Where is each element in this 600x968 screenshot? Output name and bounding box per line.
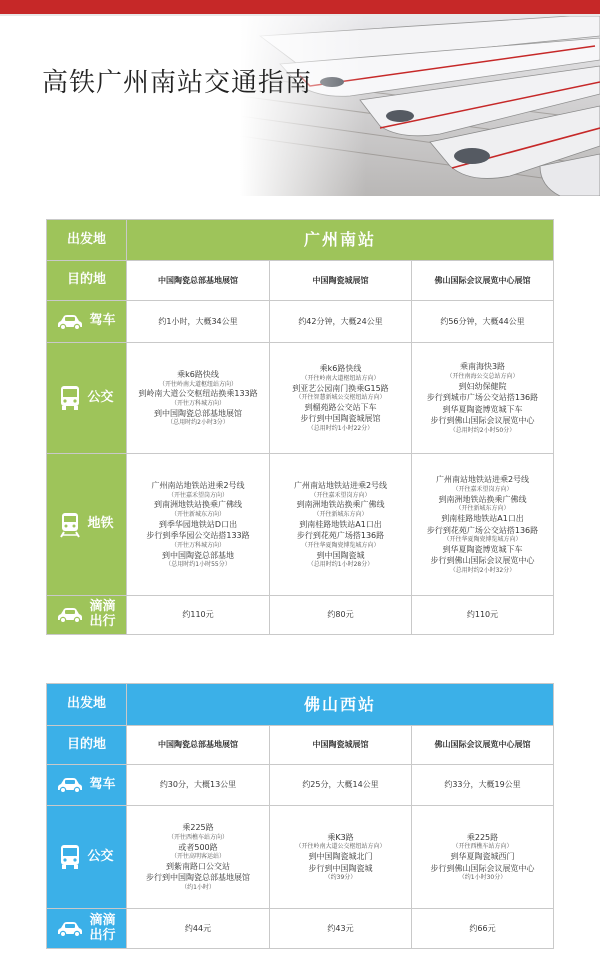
drive-label: 驾车 [89, 776, 116, 792]
didi-price-2: 约80元 [270, 596, 412, 635]
route-note: （开往西樵车站方向） [167, 833, 228, 841]
destination-3: 佛山国际会议展览中心展馆 [412, 261, 554, 301]
route-step: 步行到中国陶瓷总部基地展馆 [146, 873, 250, 883]
route-note: （总用时约2小时3分） [167, 419, 229, 427]
route-note: （约1小时30分） [458, 874, 507, 882]
car-icon [57, 776, 83, 794]
metro-route-3 [412, 454, 554, 596]
route-step: 广州南站地铁站进乘2号线 [151, 480, 245, 490]
route-step: 广州南站地铁站进乘2号线 [293, 480, 388, 490]
drive-info-1: 约1小时，大概34公里 [127, 301, 270, 343]
drive-info-2: 约25分，大概14公里 [270, 765, 412, 806]
bus-icon [59, 844, 81, 870]
bus-label: 公交 [87, 389, 114, 405]
route-step: 到华夏陶瓷博览城下车 [442, 404, 523, 414]
metro-icon [59, 512, 81, 538]
hero-banner [0, 16, 600, 196]
bus-label-cell [47, 806, 127, 909]
didi-label-cell [47, 909, 127, 949]
car-icon [57, 313, 83, 331]
route-step: 步行到城市广场公交站搭136路 [426, 393, 539, 403]
route-step: 到南洲地铁站换乘广佛线 [438, 494, 527, 504]
destination-2: 中国陶瓷城展馆 [270, 726, 412, 765]
didi-label [89, 600, 115, 630]
drive-info-3: 约33分，大概19公里 [412, 765, 554, 806]
route-step: 步行到佛山国际会议展览中心 [430, 556, 535, 566]
route-step: 到岭南大道公交枢纽站换乘133路 [138, 389, 258, 399]
bus-label-cell [47, 343, 127, 454]
didi-label-line1: 滴滴 [89, 912, 116, 928]
route-step: 到华夏陶瓷城西门 [450, 852, 515, 862]
route-step: 到中国陶瓷总部基地展馆 [154, 408, 242, 418]
bus-route-1 [127, 806, 270, 909]
drive-info-1: 约30分，大概13公里 [127, 765, 270, 806]
car-icon [57, 920, 83, 938]
foshan-west-table [46, 683, 554, 949]
route-step: 到南桂路地铁站A1口出 [299, 519, 382, 529]
route-step: 到南洲地铁站换乘广佛线 [296, 500, 385, 510]
route-note: （开往华夏陶瓷博览城方向） [301, 541, 380, 549]
route-step: 到季华园地铁站D口出 [158, 519, 238, 529]
route-step: 乘225路 [466, 832, 499, 842]
route-step: 乘南海快3路 [459, 362, 506, 372]
didi-label-line2: 出行 [89, 614, 116, 629]
route-step: 乘K3路 [327, 832, 354, 842]
route-step: 到中国陶瓷城北门 [308, 852, 373, 862]
route-step: 或者500路 [178, 842, 218, 852]
route-note: （开往嘉禾望岗方向） [452, 485, 513, 493]
bus-label: 公交 [87, 848, 114, 864]
route-note: （总用时约1小时28分） [307, 561, 374, 569]
didi-price-3: 约110元 [412, 596, 554, 635]
route-note: （开往新城东方向） [455, 505, 510, 513]
drive-label: 驾车 [89, 313, 116, 329]
route-step: 到亚艺公园南门换乘G15路 [292, 383, 389, 393]
route-step: 到中国陶瓷总部基地 [162, 550, 234, 560]
drive-info-3: 约56分钟，大概44公里 [412, 301, 554, 343]
route-step: 步行到佛山国际会议展览中心 [430, 416, 535, 426]
destination-label: 目的地 [47, 261, 127, 301]
bus-route-2 [270, 806, 412, 909]
drive-label-cell [47, 765, 127, 806]
didi-label-line2: 出行 [89, 927, 116, 943]
route-note: （开往嘉禾望岗方向） [167, 491, 228, 499]
car-icon [57, 606, 83, 624]
origin-label: 出发地 [47, 220, 127, 261]
destination-2: 中国陶瓷城展馆 [270, 261, 412, 301]
metro-label-cell [47, 454, 127, 596]
destination-1: 中国陶瓷总部基地展馆 [127, 726, 270, 765]
drive-label-cell [47, 301, 127, 343]
route-note: （开往新城东方向） [313, 510, 368, 518]
guangzhou-south-table [46, 219, 554, 635]
route-step: 步行到花苑广场公交站搭136路 [426, 525, 539, 535]
route-step: 步行到中国陶瓷城展馆 [300, 414, 381, 424]
metro-label: 地铁 [87, 516, 114, 532]
bus-route-3 [412, 806, 554, 909]
bus-route-2 [270, 343, 412, 454]
route-note: （总用时约2小时50分） [449, 426, 516, 434]
route-step: 到紫南路口公交站 [166, 861, 230, 871]
didi-price-1: 约110元 [127, 596, 270, 635]
route-step: 步行到中国陶瓷城 [308, 863, 373, 873]
destination-3: 佛山国际会议展览中心展馆 [412, 726, 554, 765]
route-note: （开往万科城方向） [170, 399, 225, 407]
route-note: （开往嘉禾望岗方向） [310, 491, 371, 499]
bus-route-3 [412, 343, 554, 454]
station-name: 广州南站 [127, 220, 554, 261]
bus-route-1 [127, 343, 270, 454]
route-note: （开往岭南大道公交枢纽站方向） [295, 843, 386, 851]
page-title: 高铁广州南站交通指南 [42, 68, 313, 98]
route-step: 到南洲地铁站换乘广佛线 [154, 500, 242, 510]
route-note: （开往岭南大道枢纽站方向） [301, 374, 380, 382]
route-note: （开往西樵车站方向） [452, 843, 513, 851]
route-note: （约1小时） [181, 884, 215, 892]
route-note: （开往万科城方向） [170, 541, 225, 549]
route-note: （开往新城东方向） [170, 510, 225, 518]
route-note: （开往南海公交总站方向） [446, 372, 519, 380]
bus-icon [59, 385, 81, 411]
metro-route-1 [127, 454, 270, 596]
route-step: 到榴苑路公交站下车 [304, 402, 377, 412]
station-name: 佛山西站 [127, 684, 554, 726]
route-note: （总用时约1小时55分） [165, 561, 231, 569]
route-step: 步行到花苑广场搭136路 [296, 531, 385, 541]
route-note: （开往高明客运站） [170, 853, 225, 861]
route-note: （开往智慧新城公交枢纽站方向） [295, 394, 386, 402]
route-step: 乘k6路快线 [319, 364, 362, 374]
route-note: （总用时约1小时22分） [307, 425, 374, 433]
route-step: 到华夏陶瓷博览城下车 [442, 544, 523, 554]
destination-1: 中国陶瓷总部基地展馆 [127, 261, 270, 301]
route-note: （总用时约2小时32分） [449, 567, 516, 575]
origin-label: 出发地 [47, 684, 127, 726]
destination-label: 目的地 [47, 726, 127, 765]
route-step: 广州南站地铁站进乘2号线 [435, 475, 530, 485]
metro-route-2 [270, 454, 412, 596]
route-step: 步行到佛山国际会议展览中心 [430, 863, 535, 873]
didi-label-line1: 滴滴 [89, 599, 116, 615]
high-speed-train-illustration [240, 16, 600, 196]
route-step: 到中国陶瓷城 [316, 550, 365, 560]
didi-label-cell [47, 596, 127, 635]
didi-label [89, 914, 115, 944]
route-step: 乘225路 [182, 823, 214, 833]
route-step: 步行到季华园公交站搭133路 [146, 531, 250, 541]
top-red-bar [0, 0, 600, 14]
route-note: （开往华夏陶瓷博览城方向） [443, 536, 522, 544]
didi-price-2: 约43元 [270, 909, 412, 949]
route-note: （约39分） [324, 874, 357, 882]
route-step: 乘k6路快线 [177, 369, 219, 379]
drive-info-2: 约42分钟，大概24公里 [270, 301, 412, 343]
route-step: 到妇幼保健院 [458, 381, 507, 391]
route-step: 到南桂路地铁站A1口出 [441, 513, 524, 523]
didi-price-1: 约44元 [127, 909, 270, 949]
route-note: （开往岭南大道枢纽站方向） [158, 380, 237, 388]
didi-price-3: 约66元 [412, 909, 554, 949]
